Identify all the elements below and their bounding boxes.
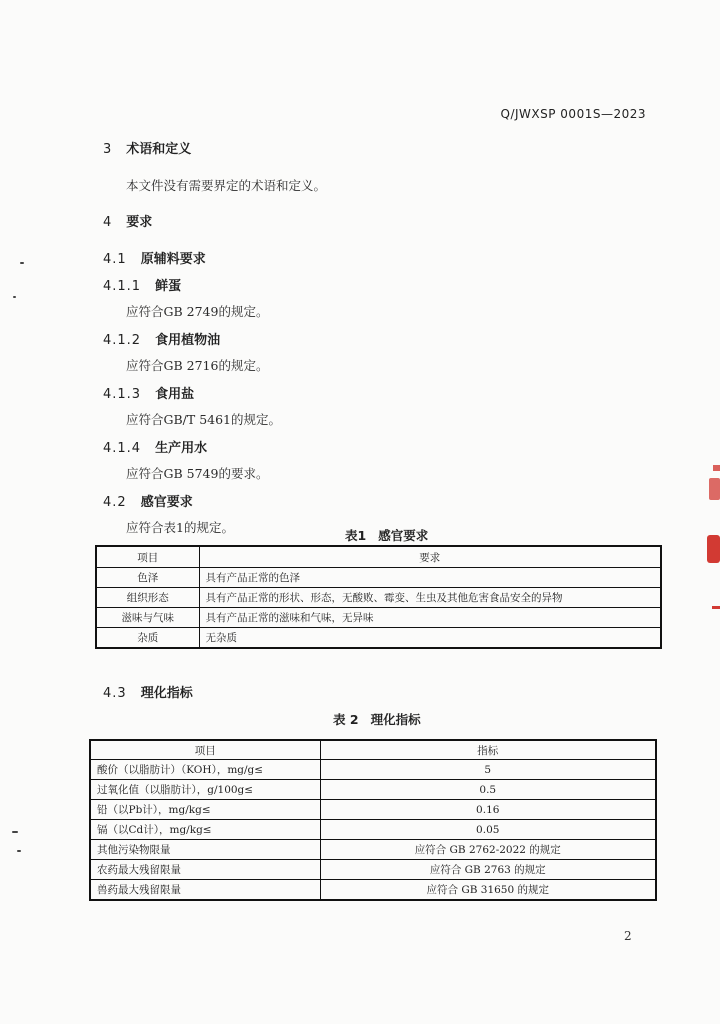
table-cell: 兽药最大残留限量 [90,880,320,901]
table-cell: 色泽 [96,568,199,588]
section-4-3-heading [103,682,193,701]
section-4-1-3-heading [103,383,194,402]
section-4-2-heading [103,491,193,510]
table-row [96,588,661,608]
scan-speck [12,831,18,833]
table-cell: 具有产品正常的形状、形态，无酸败、霉变、生虫及其他危害食品安全的异物 [199,588,661,608]
table-row [96,628,661,649]
section-title: 生产用水 [155,441,208,456]
table-cell: 组织形态 [96,588,199,608]
section-number: 4.1.2 [103,333,142,348]
section-title: 术语和定义 [126,142,192,157]
section-4-1-1-text: 应符合GB 2749的规定。 [126,304,269,319]
table-caption-title: 理化指标 [370,712,421,727]
section-number: 4.1.1 [103,279,142,294]
section-number: 4.1.4 [103,441,142,456]
table-row [96,608,661,628]
document-code: Q/JWXSP 0001S—2023 [500,107,646,121]
section-title: 食用盐 [155,387,195,402]
section-3-heading [103,138,191,157]
section-number: 4.1.3 [103,387,142,402]
table-row [90,760,656,780]
table-row [90,780,656,800]
column-header-requirement: 要求 [199,546,661,568]
scan-speck [17,850,21,852]
scan-speck [20,262,24,264]
table-cell: 镉（以Cd计），mg/kg≤ [90,820,320,840]
column-header-item: 项目 [96,546,199,568]
table-caption-number: 表1 [345,528,367,543]
section-title: 要求 [126,215,153,230]
table-cell: 其他污染物限量 [90,840,320,860]
table-2-caption [333,710,421,728]
table-row [90,860,656,880]
page-number: 2 [624,929,632,943]
table-cell: 杂质 [96,628,199,649]
section-title: 原辅料要求 [140,252,206,267]
table-cell: 农药最大残留限量 [90,860,320,880]
table-row [90,820,656,840]
table-cell: 具有产品正常的色泽 [199,568,661,588]
section-4-1-1-heading [103,275,181,294]
column-header-indicator: 指标 [320,740,656,760]
table-cell: 5 [320,760,656,780]
table-cell: 铅（以Pb计），mg/kg≤ [90,800,320,820]
section-4-1-3-text: 应符合GB/T 5461的规定。 [126,412,282,427]
table-row [90,800,656,820]
table-1-caption [345,526,428,544]
table-cell: 应符合 GB 2762-2022 的规定 [320,840,656,860]
section-4-1-4-heading [103,437,207,456]
section-3-text: 本文件没有需要界定的术语和定义。 [126,178,327,193]
section-number: 4.3 [103,686,127,701]
table-caption-number: 表 2 [333,712,359,727]
table-cell: 应符合 GB 31650 的规定 [320,880,656,901]
section-4-1-2-text: 应符合GB 2716的规定。 [126,358,269,373]
table-cell: 0.05 [320,820,656,840]
section-4-1-2-heading [103,329,220,348]
table-header-row [96,546,661,568]
section-4-1-heading [103,248,206,267]
section-number: 4.2 [103,495,127,510]
table-cell: 无杂质 [199,628,661,649]
table-header-row [90,740,656,760]
table-row [90,880,656,901]
section-4-1-4-text: 应符合GB 5749的要求。 [126,466,269,481]
scan-speck [13,296,16,298]
table-row [96,568,661,588]
table-cell: 过氧化值（以脂肪计），g/100g≤ [90,780,320,800]
column-header-item: 项目 [90,740,320,760]
table-caption-title: 感官要求 [378,528,429,543]
table-cell: 具有产品正常的滋味和气味，无异味 [199,608,661,628]
section-4-2-text: 应符合表1的规定。 [126,520,234,535]
section-number: 4.1 [103,252,127,267]
table-row [90,840,656,860]
section-title: 理化指标 [140,686,193,701]
table-cell: 酸价（以脂肪计）（KOH），mg/g≤ [90,760,320,780]
section-title: 鲜蛋 [155,279,182,294]
section-title: 感官要求 [140,495,193,510]
sensory-requirements-table [95,545,662,649]
section-number: 4 [103,215,113,230]
physicochemical-indicators-table [89,739,657,901]
section-4-heading [103,211,152,230]
table-cell: 滋味与气味 [96,608,199,628]
section-title: 食用植物油 [155,333,221,348]
table-cell: 0.5 [320,780,656,800]
table-cell: 0.16 [320,800,656,820]
section-number: 3 [103,142,113,157]
table-cell: 应符合 GB 2763 的规定 [320,860,656,880]
